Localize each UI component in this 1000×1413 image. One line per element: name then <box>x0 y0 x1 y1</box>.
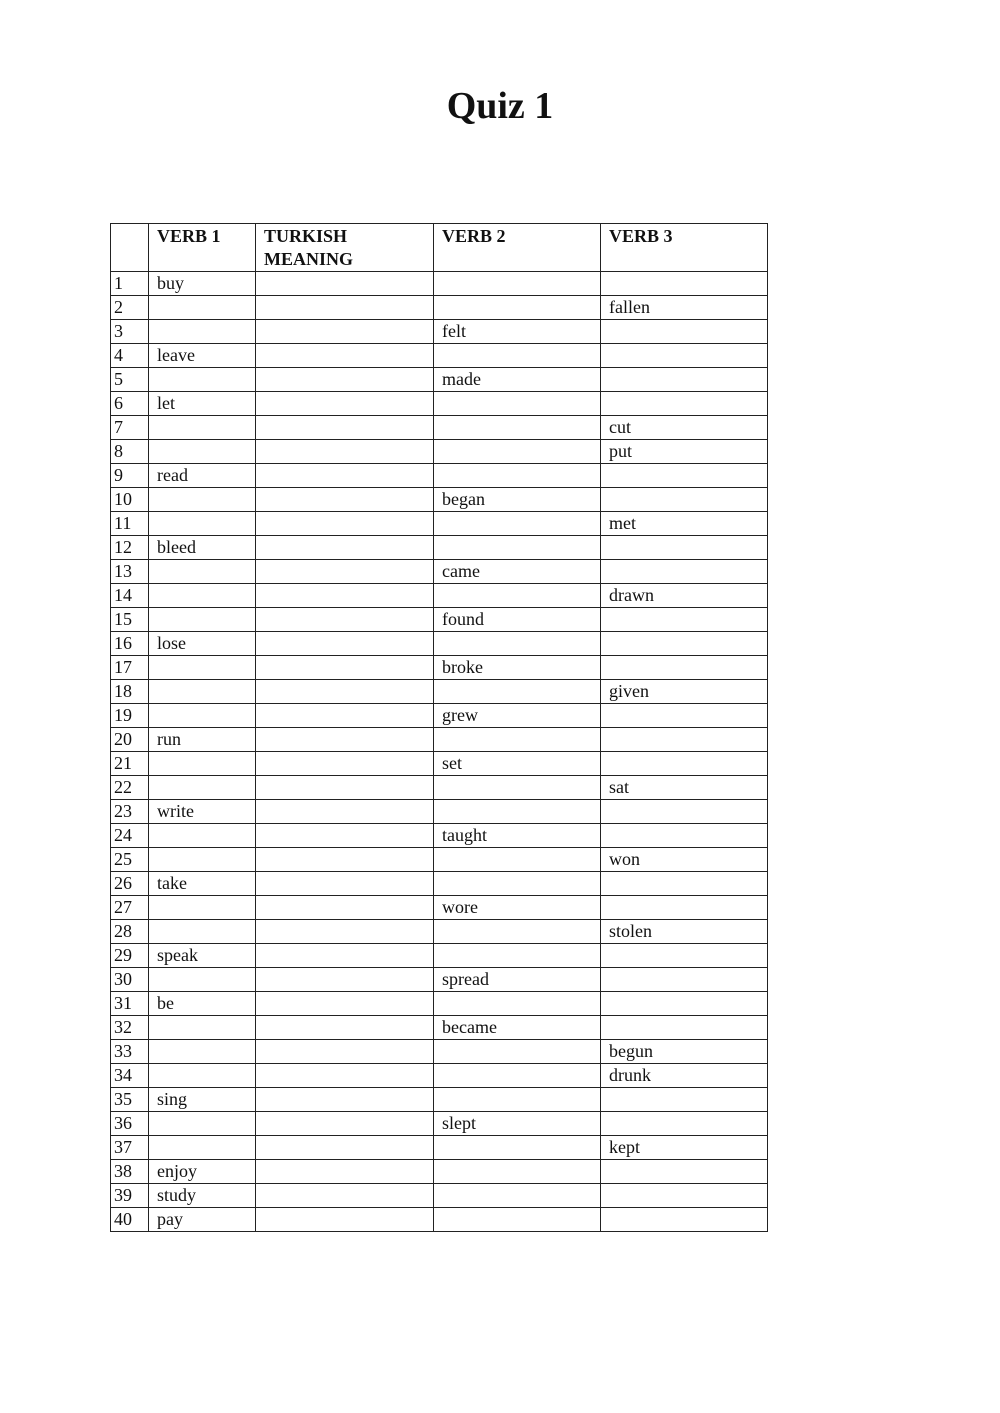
row-number-cell: 16 <box>111 632 149 656</box>
verb-2-cell: became <box>434 1016 601 1040</box>
row-number-cell: 35 <box>111 1088 149 1112</box>
row-number-cell: 23 <box>111 800 149 824</box>
verb-1-cell: enjoy <box>149 1160 256 1184</box>
row-number-cell: 26 <box>111 872 149 896</box>
verb-2-cell <box>434 800 601 824</box>
verb-3-cell <box>601 1016 768 1040</box>
verb-1-cell <box>149 824 256 848</box>
verb-3-cell <box>601 368 768 392</box>
verb-1-cell: be <box>149 992 256 1016</box>
turkish-meaning-cell[interactable] <box>256 344 434 368</box>
verb-3-cell: fallen <box>601 296 768 320</box>
row-number-cell: 7 <box>111 416 149 440</box>
turkish-meaning-cell[interactable] <box>256 416 434 440</box>
table-body <box>111 272 768 1232</box>
verb-3-cell: drawn <box>601 584 768 608</box>
verb-1-cell: speak <box>149 944 256 968</box>
turkish-meaning-cell[interactable] <box>256 1040 434 1064</box>
turkish-meaning-cell[interactable] <box>256 680 434 704</box>
table-row <box>111 728 768 752</box>
verb-2-cell: taught <box>434 824 601 848</box>
verb-2-cell <box>434 392 601 416</box>
row-number-cell: 18 <box>111 680 149 704</box>
row-number-cell: 19 <box>111 704 149 728</box>
verb-2-cell <box>434 1040 601 1064</box>
table-row <box>111 1040 768 1064</box>
verb-2-cell: grew <box>434 704 601 728</box>
verb-3-cell <box>601 1160 768 1184</box>
table-row <box>111 1088 768 1112</box>
verb-1-cell <box>149 320 256 344</box>
verb-1-cell: pay <box>149 1208 256 1232</box>
table-row <box>111 464 768 488</box>
verb-2-cell <box>434 1160 601 1184</box>
table-row <box>111 1136 768 1160</box>
verb-1-cell <box>149 1016 256 1040</box>
turkish-meaning-cell[interactable] <box>256 296 434 320</box>
header-verb-1: VERB 1 <box>149 224 256 272</box>
turkish-meaning-cell[interactable] <box>256 608 434 632</box>
table-row <box>111 752 768 776</box>
table-row <box>111 1064 768 1088</box>
row-number-cell: 32 <box>111 1016 149 1040</box>
verb-2-cell <box>434 464 601 488</box>
verb-1-cell <box>149 704 256 728</box>
verb-3-cell <box>601 1112 768 1136</box>
table-row <box>111 656 768 680</box>
turkish-meaning-cell[interactable] <box>256 632 434 656</box>
verb-3-cell <box>601 1088 768 1112</box>
turkish-meaning-cell[interactable] <box>256 1136 434 1160</box>
verb-3-cell: given <box>601 680 768 704</box>
verb-2-cell <box>434 992 601 1016</box>
verb-3-cell <box>601 464 768 488</box>
row-number-cell: 20 <box>111 728 149 752</box>
table-row <box>111 1112 768 1136</box>
row-number-cell: 9 <box>111 464 149 488</box>
turkish-meaning-cell[interactable] <box>256 920 434 944</box>
turkish-meaning-cell[interactable] <box>256 584 434 608</box>
verb-1-cell: run <box>149 728 256 752</box>
table-row <box>111 416 768 440</box>
verb-2-cell <box>434 584 601 608</box>
table-row <box>111 1160 768 1184</box>
verb-3-cell <box>601 800 768 824</box>
verb-1-cell <box>149 896 256 920</box>
verb-2-cell: came <box>434 560 601 584</box>
table-row <box>111 680 768 704</box>
table-row <box>111 1016 768 1040</box>
row-number-cell: 21 <box>111 752 149 776</box>
row-number-cell: 39 <box>111 1184 149 1208</box>
row-number-cell: 15 <box>111 608 149 632</box>
page-title: Quiz 1 <box>446 85 554 127</box>
verb-3-cell <box>601 896 768 920</box>
row-number-cell: 10 <box>111 488 149 512</box>
verb-1-cell: buy <box>149 272 256 296</box>
row-number-cell: 34 <box>111 1064 149 1088</box>
verb-2-cell <box>434 512 601 536</box>
table-row <box>111 824 768 848</box>
verb-1-cell: let <box>149 392 256 416</box>
table-row <box>111 440 768 464</box>
verb-table <box>110 223 768 1232</box>
verb-1-cell <box>149 416 256 440</box>
verb-3-cell: won <box>601 848 768 872</box>
verb-2-cell <box>434 920 601 944</box>
turkish-meaning-cell[interactable] <box>256 656 434 680</box>
table-row <box>111 872 768 896</box>
turkish-meaning-cell[interactable] <box>256 728 434 752</box>
turkish-meaning-cell[interactable] <box>256 1016 434 1040</box>
verb-2-cell: spread <box>434 968 601 992</box>
verb-2-cell: felt <box>434 320 601 344</box>
row-number-cell: 37 <box>111 1136 149 1160</box>
turkish-meaning-cell[interactable] <box>256 1112 434 1136</box>
table-row <box>111 776 768 800</box>
table-row <box>111 1184 768 1208</box>
row-number-cell: 30 <box>111 968 149 992</box>
verb-2-cell <box>434 848 601 872</box>
table-row <box>111 1208 768 1232</box>
row-number-cell: 5 <box>111 368 149 392</box>
turkish-meaning-cell[interactable] <box>256 440 434 464</box>
verb-3-cell <box>601 488 768 512</box>
turkish-meaning-cell[interactable] <box>256 1064 434 1088</box>
table-row <box>111 392 768 416</box>
verb-1-cell <box>149 1112 256 1136</box>
turkish-meaning-cell[interactable] <box>256 800 434 824</box>
verb-2-cell <box>434 296 601 320</box>
verb-2-cell: began <box>434 488 601 512</box>
verb-3-cell <box>601 632 768 656</box>
verb-2-cell <box>434 1136 601 1160</box>
verb-1-cell: take <box>149 872 256 896</box>
verb-1-cell <box>149 584 256 608</box>
row-number-cell: 27 <box>111 896 149 920</box>
verb-1-cell <box>149 1136 256 1160</box>
turkish-meaning-cell[interactable] <box>256 944 434 968</box>
verb-2-cell <box>434 1208 601 1232</box>
verb-3-cell <box>601 1184 768 1208</box>
table-row <box>111 560 768 584</box>
table-row <box>111 632 768 656</box>
verb-2-cell <box>434 344 601 368</box>
table-row <box>111 896 768 920</box>
verb-2-cell <box>434 776 601 800</box>
turkish-meaning-cell[interactable] <box>256 320 434 344</box>
verb-3-cell: sat <box>601 776 768 800</box>
turkish-meaning-cell[interactable] <box>256 824 434 848</box>
row-number-cell: 14 <box>111 584 149 608</box>
table-row <box>111 488 768 512</box>
table-row <box>111 992 768 1016</box>
verb-3-cell <box>601 968 768 992</box>
row-number-cell: 31 <box>111 992 149 1016</box>
header-turkish-meaning: TURKISH MEANING <box>256 224 434 272</box>
table-row <box>111 608 768 632</box>
verb-1-cell: study <box>149 1184 256 1208</box>
verb-2-cell <box>434 632 601 656</box>
row-number-cell: 12 <box>111 536 149 560</box>
verb-2-cell: wore <box>434 896 601 920</box>
verb-2-cell <box>434 680 601 704</box>
verb-3-cell <box>601 944 768 968</box>
verb-3-cell <box>601 1208 768 1232</box>
verb-1-cell <box>149 920 256 944</box>
verb-2-cell <box>434 416 601 440</box>
table-row <box>111 512 768 536</box>
turkish-meaning-cell[interactable] <box>256 968 434 992</box>
turkish-meaning-cell[interactable] <box>256 848 434 872</box>
row-number-cell: 22 <box>111 776 149 800</box>
turkish-meaning-cell[interactable] <box>256 488 434 512</box>
row-number-cell: 6 <box>111 392 149 416</box>
turkish-meaning-cell[interactable] <box>256 464 434 488</box>
verb-3-cell: cut <box>601 416 768 440</box>
table-row <box>111 968 768 992</box>
verb-3-cell: begun <box>601 1040 768 1064</box>
turkish-meaning-cell[interactable] <box>256 1088 434 1112</box>
verb-1-cell <box>149 776 256 800</box>
verb-2-cell <box>434 872 601 896</box>
verb-1-cell: bleed <box>149 536 256 560</box>
verb-1-cell <box>149 488 256 512</box>
table-row <box>111 272 768 296</box>
table-row <box>111 296 768 320</box>
row-number-cell: 33 <box>111 1040 149 1064</box>
turkish-meaning-cell[interactable] <box>256 776 434 800</box>
turkish-meaning-cell[interactable] <box>256 872 434 896</box>
turkish-meaning-cell[interactable] <box>256 368 434 392</box>
turkish-meaning-cell[interactable] <box>256 392 434 416</box>
verb-3-cell: met <box>601 512 768 536</box>
table-row <box>111 368 768 392</box>
turkish-meaning-cell[interactable] <box>256 1160 434 1184</box>
verb-3-cell <box>601 872 768 896</box>
verb-3-cell <box>601 536 768 560</box>
turkish-meaning-cell[interactable] <box>256 512 434 536</box>
verb-1-cell: leave <box>149 344 256 368</box>
verb-2-cell <box>434 944 601 968</box>
verb-2-cell <box>434 1088 601 1112</box>
turkish-meaning-cell[interactable] <box>256 560 434 584</box>
verb-3-cell <box>601 560 768 584</box>
turkish-meaning-cell[interactable] <box>256 1184 434 1208</box>
table-row <box>111 920 768 944</box>
verb-3-cell: put <box>601 440 768 464</box>
verb-2-cell: set <box>434 752 601 776</box>
table-row <box>111 848 768 872</box>
verb-1-cell <box>149 656 256 680</box>
table-row <box>111 704 768 728</box>
row-number-cell: 28 <box>111 920 149 944</box>
verb-2-cell <box>434 536 601 560</box>
verb-3-cell: kept <box>601 1136 768 1160</box>
header-row <box>111 224 768 272</box>
row-number-cell: 36 <box>111 1112 149 1136</box>
turkish-meaning-cell[interactable] <box>256 536 434 560</box>
row-number-cell: 38 <box>111 1160 149 1184</box>
header-verb-3: VERB 3 <box>601 224 768 272</box>
verb-2-cell: made <box>434 368 601 392</box>
verb-3-cell <box>601 320 768 344</box>
header-verb-2: VERB 2 <box>434 224 601 272</box>
row-number-cell: 40 <box>111 1208 149 1232</box>
table-row <box>111 344 768 368</box>
row-number-cell: 8 <box>111 440 149 464</box>
verb-1-cell <box>149 1040 256 1064</box>
row-number-cell: 1 <box>111 272 149 296</box>
verb-3-cell <box>601 272 768 296</box>
row-number-cell: 29 <box>111 944 149 968</box>
header-number <box>111 224 149 272</box>
row-number-cell: 11 <box>111 512 149 536</box>
verb-1-cell <box>149 848 256 872</box>
verb-1-cell <box>149 608 256 632</box>
verb-3-cell: drunk <box>601 1064 768 1088</box>
verb-2-cell: slept <box>434 1112 601 1136</box>
table-row <box>111 584 768 608</box>
verb-1-cell <box>149 512 256 536</box>
verb-3-cell <box>601 752 768 776</box>
verb-3-cell <box>601 656 768 680</box>
table-row <box>111 320 768 344</box>
verb-1-cell: lose <box>149 632 256 656</box>
table-row <box>111 536 768 560</box>
verb-3-cell <box>601 608 768 632</box>
verb-1-cell <box>149 368 256 392</box>
verb-3-cell <box>601 392 768 416</box>
verb-1-cell <box>149 968 256 992</box>
verb-3-cell <box>601 728 768 752</box>
row-number-cell: 17 <box>111 656 149 680</box>
verb-1-cell <box>149 440 256 464</box>
verb-2-cell <box>434 440 601 464</box>
verb-3-cell: stolen <box>601 920 768 944</box>
verb-1-cell <box>149 1064 256 1088</box>
row-number-cell: 3 <box>111 320 149 344</box>
verb-1-cell: read <box>149 464 256 488</box>
verb-3-cell <box>601 992 768 1016</box>
verb-3-cell <box>601 704 768 728</box>
verb-2-cell <box>434 272 601 296</box>
turkish-meaning-cell[interactable] <box>256 1208 434 1232</box>
verb-2-cell <box>434 1184 601 1208</box>
verb-1-cell <box>149 752 256 776</box>
verb-1-cell <box>149 296 256 320</box>
row-number-cell: 2 <box>111 296 149 320</box>
verb-3-cell <box>601 344 768 368</box>
row-number-cell: 4 <box>111 344 149 368</box>
verb-1-cell <box>149 680 256 704</box>
row-number-cell: 13 <box>111 560 149 584</box>
table-row <box>111 800 768 824</box>
verb-1-cell <box>149 560 256 584</box>
turkish-meaning-cell[interactable] <box>256 992 434 1016</box>
verb-1-cell: sing <box>149 1088 256 1112</box>
turkish-meaning-cell[interactable] <box>256 752 434 776</box>
table-row <box>111 944 768 968</box>
row-number-cell: 24 <box>111 824 149 848</box>
turkish-meaning-cell[interactable] <box>256 272 434 296</box>
verb-3-cell <box>601 824 768 848</box>
verb-2-cell: found <box>434 608 601 632</box>
turkish-meaning-cell[interactable] <box>256 896 434 920</box>
verb-2-cell <box>434 728 601 752</box>
verb-1-cell: write <box>149 800 256 824</box>
verb-2-cell <box>434 1064 601 1088</box>
verb-2-cell: broke <box>434 656 601 680</box>
turkish-meaning-cell[interactable] <box>256 704 434 728</box>
row-number-cell: 25 <box>111 848 149 872</box>
